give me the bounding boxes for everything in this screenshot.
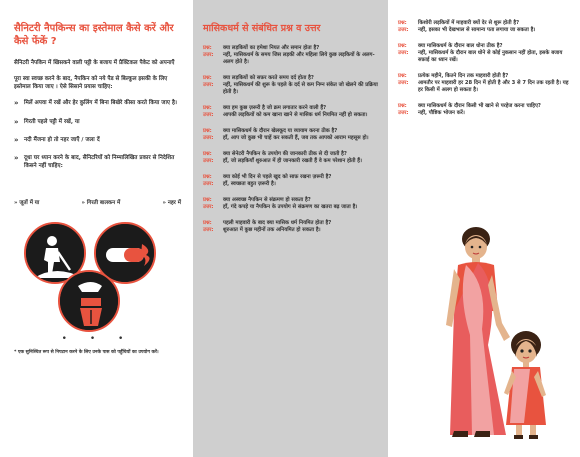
question-text: क्या सेनेटरी नैपकिन के उपयोग की जानकारी ठीक से दी जाती है? [223,151,347,157]
answer-label: उत्तर: [203,52,214,58]
question-label: प्रश्न: [398,103,407,109]
faq-item [203,128,378,142]
faq-item [203,197,378,211]
option-item: » जूतों में या [14,198,39,206]
bullet-item: » नदी मैंजना हो तो नहर जाएँ / जला दें [14,137,181,144]
question-label: प्रश्न: [398,43,407,49]
mother-daughter-illustration [418,225,568,450]
question-text: क्या मासिकधर्म के दौरान बाल धोना ठीक है? [418,43,503,49]
faq-item [398,73,570,94]
answer-text: नहीं, मासिकधर्म के समय जिस लड़की और महिला लिये कुछ लड़कियों के अलग-अलग होते है। [223,52,375,65]
bullet-item: » दूधा घर ध्यान करने के बाद, सैनिटरियों को निम्मालिखित प्रकार से निदेशित किसने नहीं चाहिए: [14,155,181,170]
answer-label: उत्तर: [398,80,409,86]
left-panel [0,0,193,457]
question-text: पहली माहवारी के बाद क्या मासिक धर्म नियमित होता है? [223,220,332,226]
answer-label: उत्तर: [203,158,214,164]
separator-dots: • • • [61,334,134,345]
answer-label: उत्तर: [203,112,214,118]
dustbin-icon [58,270,120,332]
question-label: प्रश्न: [203,220,212,226]
faq-title: मासिकधर्म से संबंधित प्रश्न व उत्तर [203,23,321,34]
faq-item [203,220,378,234]
answer-text: नहीं, मासिकधर्म की शुरू के पहले के दर्द से कम निम्न संकेत जो खेलने की प्रक्रिया होती है। [223,82,378,95]
answer-label: उत्तर: [203,204,214,210]
answer-label: उत्तर: [398,110,409,116]
faq-item [203,151,378,165]
faq-item [203,75,378,96]
faq-item [203,45,378,66]
question-text: क्या कोई भी दिन से पहले खुद को साफ़ रखना ज़रूरी है? [223,174,332,180]
question-text: प्रत्येक महीने, कितने दिन तक माहवारी होती है? [418,73,509,79]
bullet-item: » मिलें अपवा में रखें और हेर कुलिंग में बिना बिखेरे कीसा करते किया जाए है। [14,100,181,107]
question-label: प्रश्न: [203,105,212,111]
question-label: प्रश्न: [203,151,212,157]
question-label: प्रश्न: [203,75,212,81]
right-panel [388,0,580,457]
answer-text: हाँ, आप जो कुछ भी चाहें कर सकती हैं, जब तक आपको आराम महसूस हो। [223,135,369,141]
intro-text: सैनिटरी नैपकिन में खिसकने वाली पट्टी के बजाय में प्रैक्टिकल पैकेट को अपनाएँ [14,60,175,66]
option-item: » नहर में [162,198,181,206]
answer-text: हाँ, स्वच्छता बहुत ज़रूरी है। [223,181,276,187]
middle-panel [193,0,388,457]
answer-text: शुरुआत में कुछ महीनों तक अनियमित हो सकता है। [223,227,321,233]
disposal-options [14,198,181,206]
answer-label: उत्तर: [398,27,409,33]
question-label: प्रश्न: [203,197,212,203]
answer-text: हाँ, जो लड़कियाँ शुरुआत में ही जानकारी रखती हैं वे कम परेशान होती हैं। [223,158,362,164]
answer-label: उत्तर: [203,181,214,187]
footnote: * एक सुनिश्चित रूप से निपटान करने के लिए उनके पास को पहुँचियों का उपयोग करें। [14,350,159,356]
answer-text: आमतौर पर माहवारी हर 28 दिन में होती है और 3 से 7 दिन तक रहती है। यह हर किसी में अलग हो सकता है। [418,80,569,93]
question-text: किशोरी लड़कियों में माहवारी क्यों देर से शुरू होती है? [418,20,520,26]
question-text: क्या हम कुछ ज़रूरी है जो क्रम लगातार करने वाली हैं? [223,105,327,111]
question-label: प्रश्न: [398,20,407,26]
faq-item [398,20,570,34]
answer-text: नहीं, मासिकधर्म के दौरान बाल धोने से कोई नुकसान नहीं होता, इसके बजाय सफ़ाई का ध्यान रखें। [418,50,563,63]
answer-label: उत्तर: [398,50,409,56]
bullet-item: » गिरती पहले पट्टी में रखें, या [14,119,181,126]
question-label: प्रश्न: [398,73,407,79]
question-text: क्या लड़कियों का हमेशा नियत और समान होता है? [223,45,320,51]
faq-item [398,43,570,64]
faq-item [203,105,378,119]
instruction-text: पूरा स्वा स्वच्छ करने के बाद, नैपकिन को नये पैड से बिल्कुल इसकी के लिए इस्तेमाल किया जाए । ऐसे सिसाने प्रयास चाहिए: [14,76,168,90]
left-title: सैनिटरी नैपकिन्स का इस्तेमाल कैसे करें और कैसे फेंकें ? [14,23,174,47]
faq-item [203,174,378,188]
answer-text: हाँ, गंदे कपड़े या नैपकिन के उपयोग से संक्रमण का खतरा बढ़ जाता है। [223,204,358,210]
answer-label: उत्तर: [203,135,214,141]
question-label: प्रश्न: [203,174,212,180]
answer-text: आपकी लड़कियों को कम खाना खाने से मासिक धर्म नियमित नहीं हो सकता। [223,112,368,118]
faq-item [398,103,570,117]
answer-label: उत्तर: [203,227,214,233]
question-label: प्रश्न: [203,128,212,134]
question-text: क्या मासिकधर्म के दौरान किसी भी खाने से परहेज करना चाहिए? [418,103,541,109]
question-text: क्या लड़कियों को सफ़र करते समय दर्द होता है? [223,75,314,81]
question-text: क्या अस्वच्छ नैपकिन से संक्रमण हो सकता है? [223,197,311,203]
question-text: क्या मासिकधर्म के दौरान खेलकूद या व्यायाम करना ठीक है? [223,128,338,134]
answer-text: नहीं, इसका भी देखभाल से सामान्य पता लगाया जा सकता है। [418,27,536,33]
answer-label: उत्तर: [203,82,214,88]
disposal-icons [14,222,181,332]
question-label: प्रश्न: [203,45,212,51]
option-item: » गिरती बालकन में [82,198,121,206]
answer-text: नहीं, पौष्टिक भोजन करें। [418,110,465,116]
